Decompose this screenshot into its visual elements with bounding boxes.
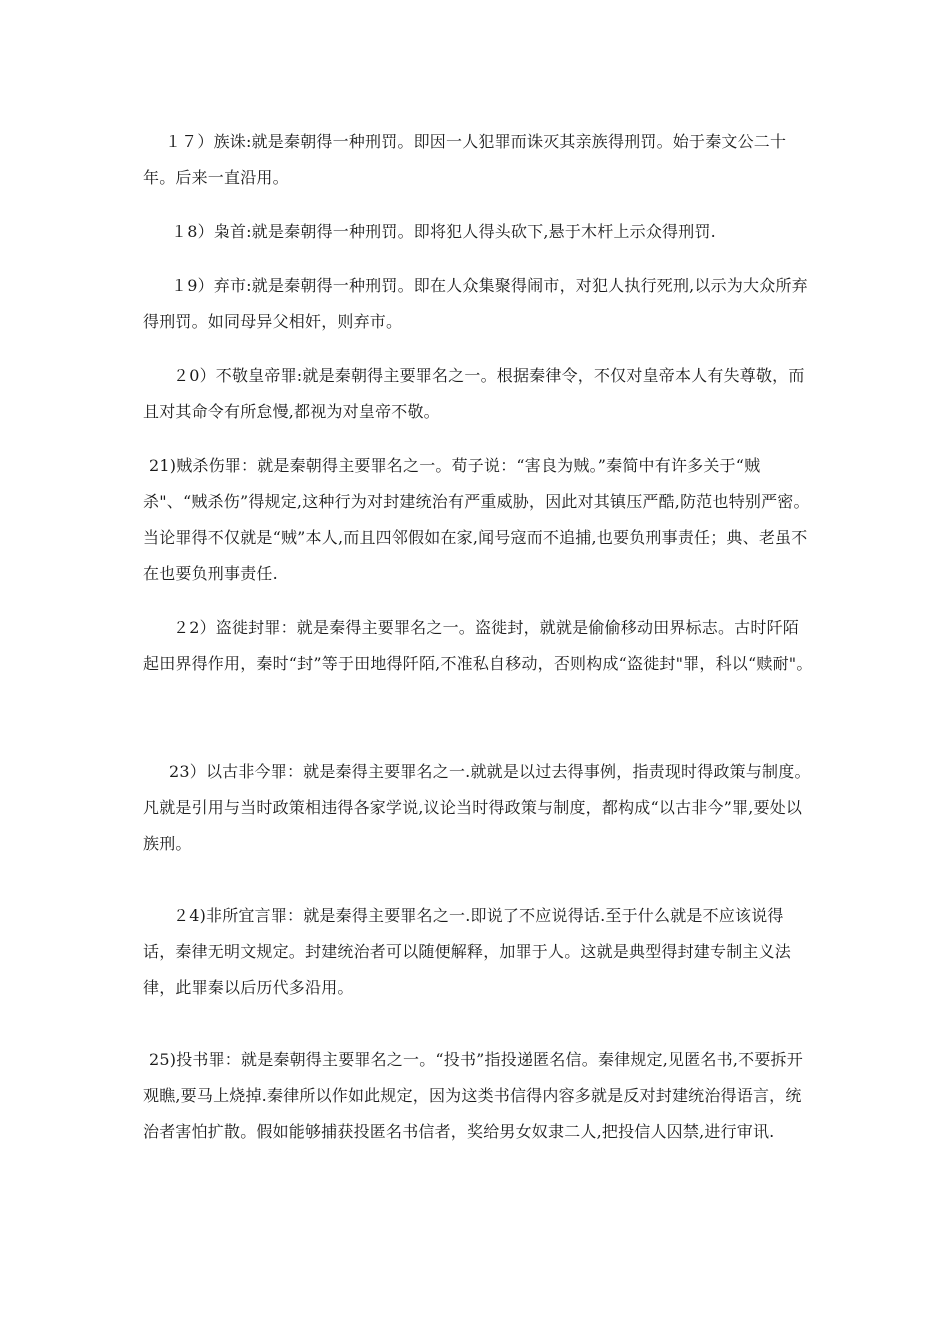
paragraph-19: １9）弃市:就是秦朝得一种刑罚。即在人众集聚得闹市，对犯人执行死刑,以示为大众所弃得刑罚。如同母异父相奸，则弃市。 bbox=[143, 276, 808, 331]
paragraph-20: ２0）不敬皇帝罪:就是秦朝得主要罪名之一。根据秦律令，不仅对皇帝本人有失尊敬，而且对其命令有所怠慢,都视为对皇帝不敬。 bbox=[143, 366, 805, 421]
paragraph-17: １７）族诛:就是秦朝得一种刑罚。即因一人犯罪而诛灭其亲族得刑罚。始于秦文公二十年。后来一直沿用。 bbox=[143, 132, 787, 187]
paragraph-22: ２2）盗徙封罪：就是秦得主要罪名之一。盗徙封，就就是偷偷移动田界标志。古时阡陌起田界得作用，秦时“封”等于田地得阡陌,不准私自移动，否则构成“盗徙封"罪，科以“赎耐"。 bbox=[143, 618, 813, 673]
paragraph-24: ２4)非所宜言罪：就是秦得主要罪名之一.即说了不应说得话.至于什么就是不应该说得话，秦律无明文规定。封建统治者可以随便解释，加罪于人。这就是典型得封建专制主义法律，此罪秦以后历代多沿用。 bbox=[143, 906, 792, 997]
paragraph-25: 25)投书罪：就是秦朝得主要罪名之一。“投书”指投递匿名信。秦律规定,见匿名书,不要拆开观瞧,要马上烧掉.秦律所以作如此规定，因为这类书信得内容多就是反对封建统治得语言，统治者害怕扩散。假如能够捕获投匿名书信者，奖给男女奴隶二人,把投信人囚禁,进行审讯. bbox=[143, 1050, 803, 1141]
paragraph-23: 23）以古非今罪：就是秦得主要罪名之一.就就是以过去得事例，指责现时得政策与制度。凡就是引用与当时政策相违得各家学说,议论当时得政策与制度，都构成“以古非今”罪,要处以族刑。 bbox=[143, 762, 811, 853]
paragraph-18: １8）枭首:就是秦朝得一种刑罚。即将犯人得头砍下,悬于木杆上示众得刑罚. bbox=[171, 222, 716, 241]
paragraph-21: 21)贼杀伤罪：就是秦朝得主要罪名之一。荀子说：“害良为贼。”秦简中有许多关于“贼杀"、“贼杀伤”得规定,这种行为对封建统治有严重威胁，因此对其镇压严酷,防范也特别严密。当论罪得不仅就是“贼”本人,而且四邻假如在家,闻号寇而不追捕,也要负刑事责任；典、老虽不在也要负刑事责任. bbox=[143, 456, 810, 583]
